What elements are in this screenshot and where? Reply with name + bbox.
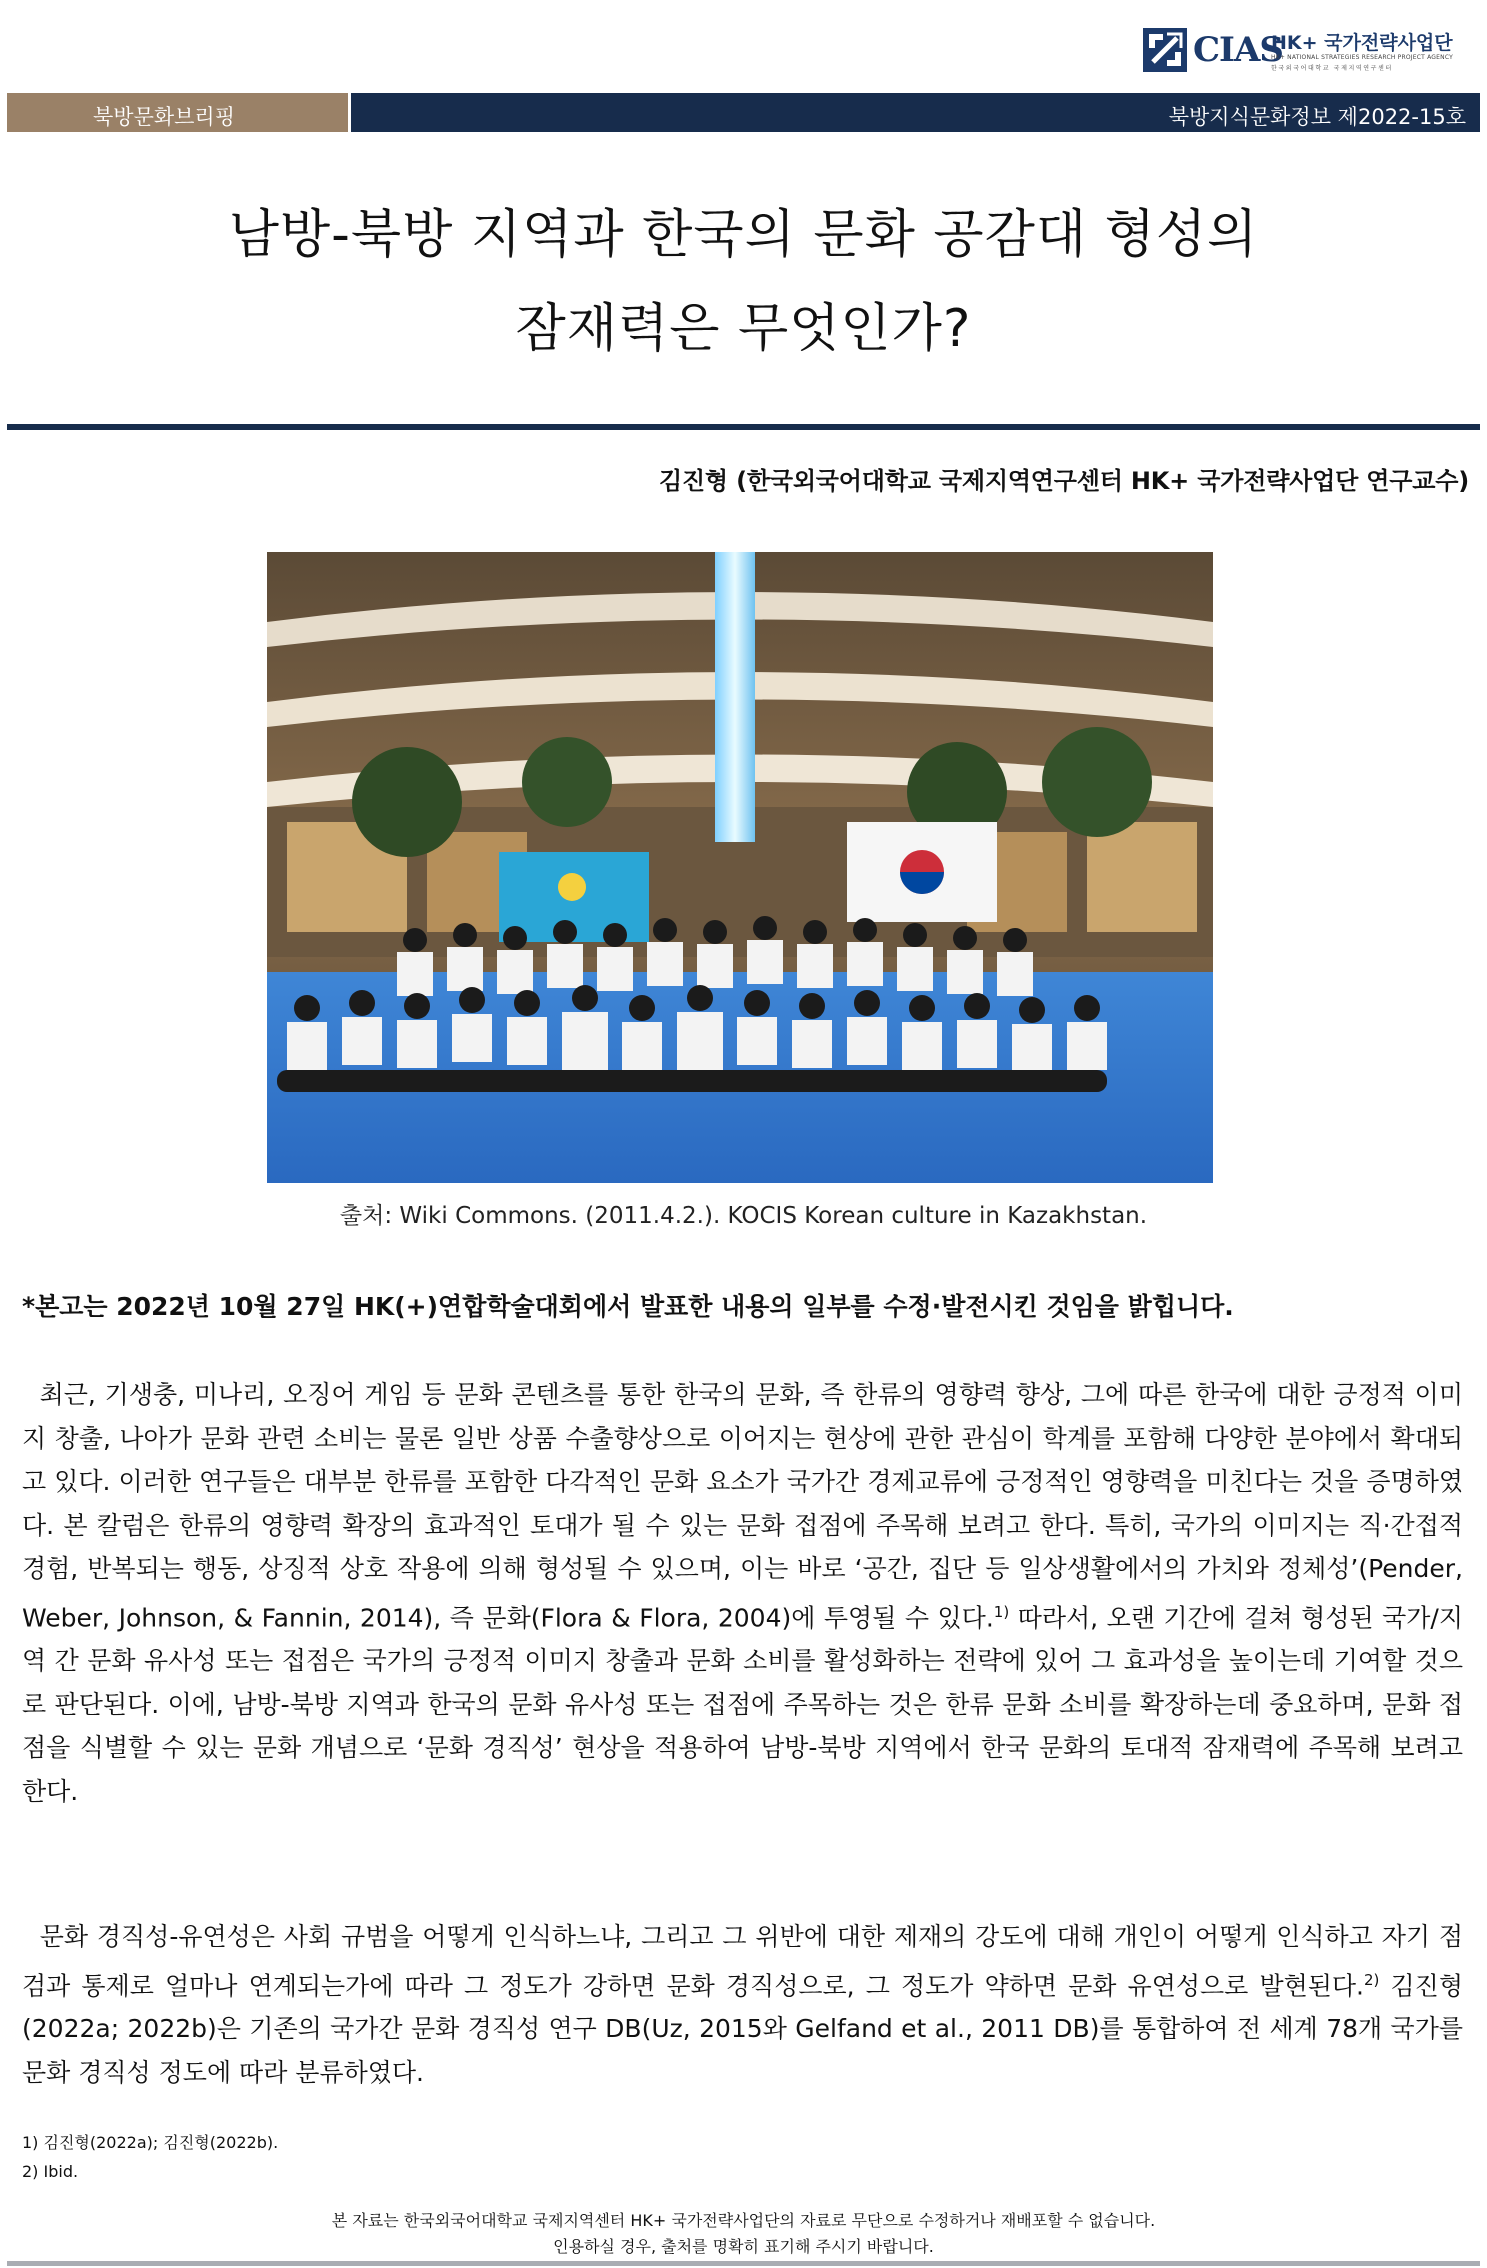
- p2-text-a: 문화 경직성-유연성은 사회 규범을 어떻게 인식하느냐, 그리고 그 위반에 대한 제재의 강도에 대해 개인이 어떻게 인식하고 자기 점검과 통제로 얼마나 연계되는가에 따라 그 정도가 강하면 문화 경직성으로, 그 정도가 약하면 문화 유연성으로 발현된다.: [22, 1922, 1463, 2000]
- logo-subtitle-kr: 한국외국어대학교 국제지역연구센터: [1271, 65, 1393, 72]
- footnote-ref-2[interactable]: 2): [1364, 1970, 1380, 1989]
- footer-divider: [7, 2261, 1480, 2266]
- issue-label: 북방지식문화정보 제2022-15호: [1168, 105, 1466, 129]
- issue-label-bar: [351, 93, 1480, 132]
- series-label-bar: [7, 93, 348, 132]
- footnote-ref-1[interactable]: 1): [993, 1602, 1010, 1621]
- author-note: *본고는 2022년 10월 27일 HK(+)연합학술대회에서 발표한 내용의 일부를 수정·발전시킨 것임을 밝힙니다.: [22, 1292, 1234, 1321]
- footnote-2: 2) Ibid.: [22, 2162, 79, 2181]
- logo-subtitle-en: HK+ NATIONAL STRATEGIES RESEARCH PROJECT AGENCY: [1271, 54, 1453, 61]
- group-photo: [267, 552, 1213, 1183]
- footnote-1: 1) 김진형(2022a); 김진형(2022b).: [22, 2133, 279, 2152]
- title-divider: [7, 424, 1480, 430]
- p1-text-a: 최근, 기생충, 미나리, 오징어 게임 등 문화 콘텐츠를 통한 한국의 문화, 즉 한류의 영향력 향상, 그에 따른 한국에 대한 긍정적 이미지 창출, 나아가 문화 관련 소비는 물론 일반 상품 수출향상으로 이어지는 현상에 관한 관심이 학계를 포함해 다양한 분야에서 확대되고 있다. 이러한 연구들은 대부분 한류를 포함한 다각적인 문화 요소가 국가간 경제교류에 긍정적인 영향력을 미친다는 것을 증명하였다. 본 칼럼은 한류의 영향력 확장의 효과적인 토대가 될 수 있는 문화 접점에 주목해 보려고 한다. 특히, 국가의 이미지는 직·간접적 경험, 반복되는 행동, 상징적 상호 작용에 의해 형성될 수 있으며, 이는 바로 ‘공간, 집단 등 일상생활에서의 가치와 정체성’(Pender, Weber, Johnson, & Fannin, 2014), 즉 문화(Flora & Flora, 2004)에 투영될 수 있다.: [22, 1380, 1463, 1632]
- cias-logo: [1143, 26, 1463, 76]
- photo-caption: 출처: Wiki Commons. (2011.4.2.). KOCIS Korean culture in Kazakhstan.: [339, 1203, 1148, 1229]
- body-paragraph-1: [22, 1373, 1463, 1813]
- body-paragraph-2: [22, 1915, 1463, 2094]
- series-label: 북방문화브리핑: [93, 105, 236, 129]
- logo-name: HK+ 국가전략사업단: [1271, 32, 1453, 54]
- footer-notice-1: 본 자료는 한국외국어대학교 국제지역센터 HK+ 국가전략사업단의 자료로 무단으로 수정하거나 재배포할 수 없습니다.: [331, 2211, 1156, 2230]
- author-line: 김진형 (한국외국어대학교 국제지역연구센터 HK+ 국가전략사업단 연구교수): [658, 467, 1469, 495]
- p2-text-b: 김진형(2022a; 2022b)은 기존의 국가간 문화 경직성 연구 DB(Uz, 2015와 Gelfand et al., 2011 DB)를 통합하여 전 세계 78개 국가를 문화 경직성 정도에 따라 분류하였다.: [22, 1970, 1463, 2087]
- title-line-1: 남방-북방 지역과 한국의 문화 공감대 형성의: [228, 205, 1259, 265]
- page-title: [0, 188, 1487, 376]
- title-line-2: 잠재력은 무엇인가?: [515, 299, 972, 359]
- p1-text-b: 따라서, 오랜 기간에 걸쳐 형성된 국가/지역 간 문화 유사성 또는 접점은 국가의 긍정적 이미지 창출과 문화 소비를 활성화하는 전략에 있어 그 효과성을 높이는데 기여할 것으로 판단된다. 이에, 남방-북방 지역과 한국의 문화 유사성 또는 접점에 주목하는 것은 한류 문화 소비를 확장하는데 중요하며, 문화 접점을 식별할 수 있는 문화 개념으로 ‘문화 경직성’ 현상을 적용하여 남방-북방 지역에서 한국 문화의 토대적 잠재력에 주목해 보려고 한다.: [22, 1602, 1463, 1806]
- footer-notice-2: 인용하실 경우, 출처를 명확히 표기해 주시기 바랍니다.: [553, 2237, 934, 2256]
- logo-brand: CIAS: [1193, 30, 1283, 70]
- cias-logo-mark-icon: [1143, 28, 1187, 72]
- group-photo-image-icon: [267, 552, 1213, 1183]
